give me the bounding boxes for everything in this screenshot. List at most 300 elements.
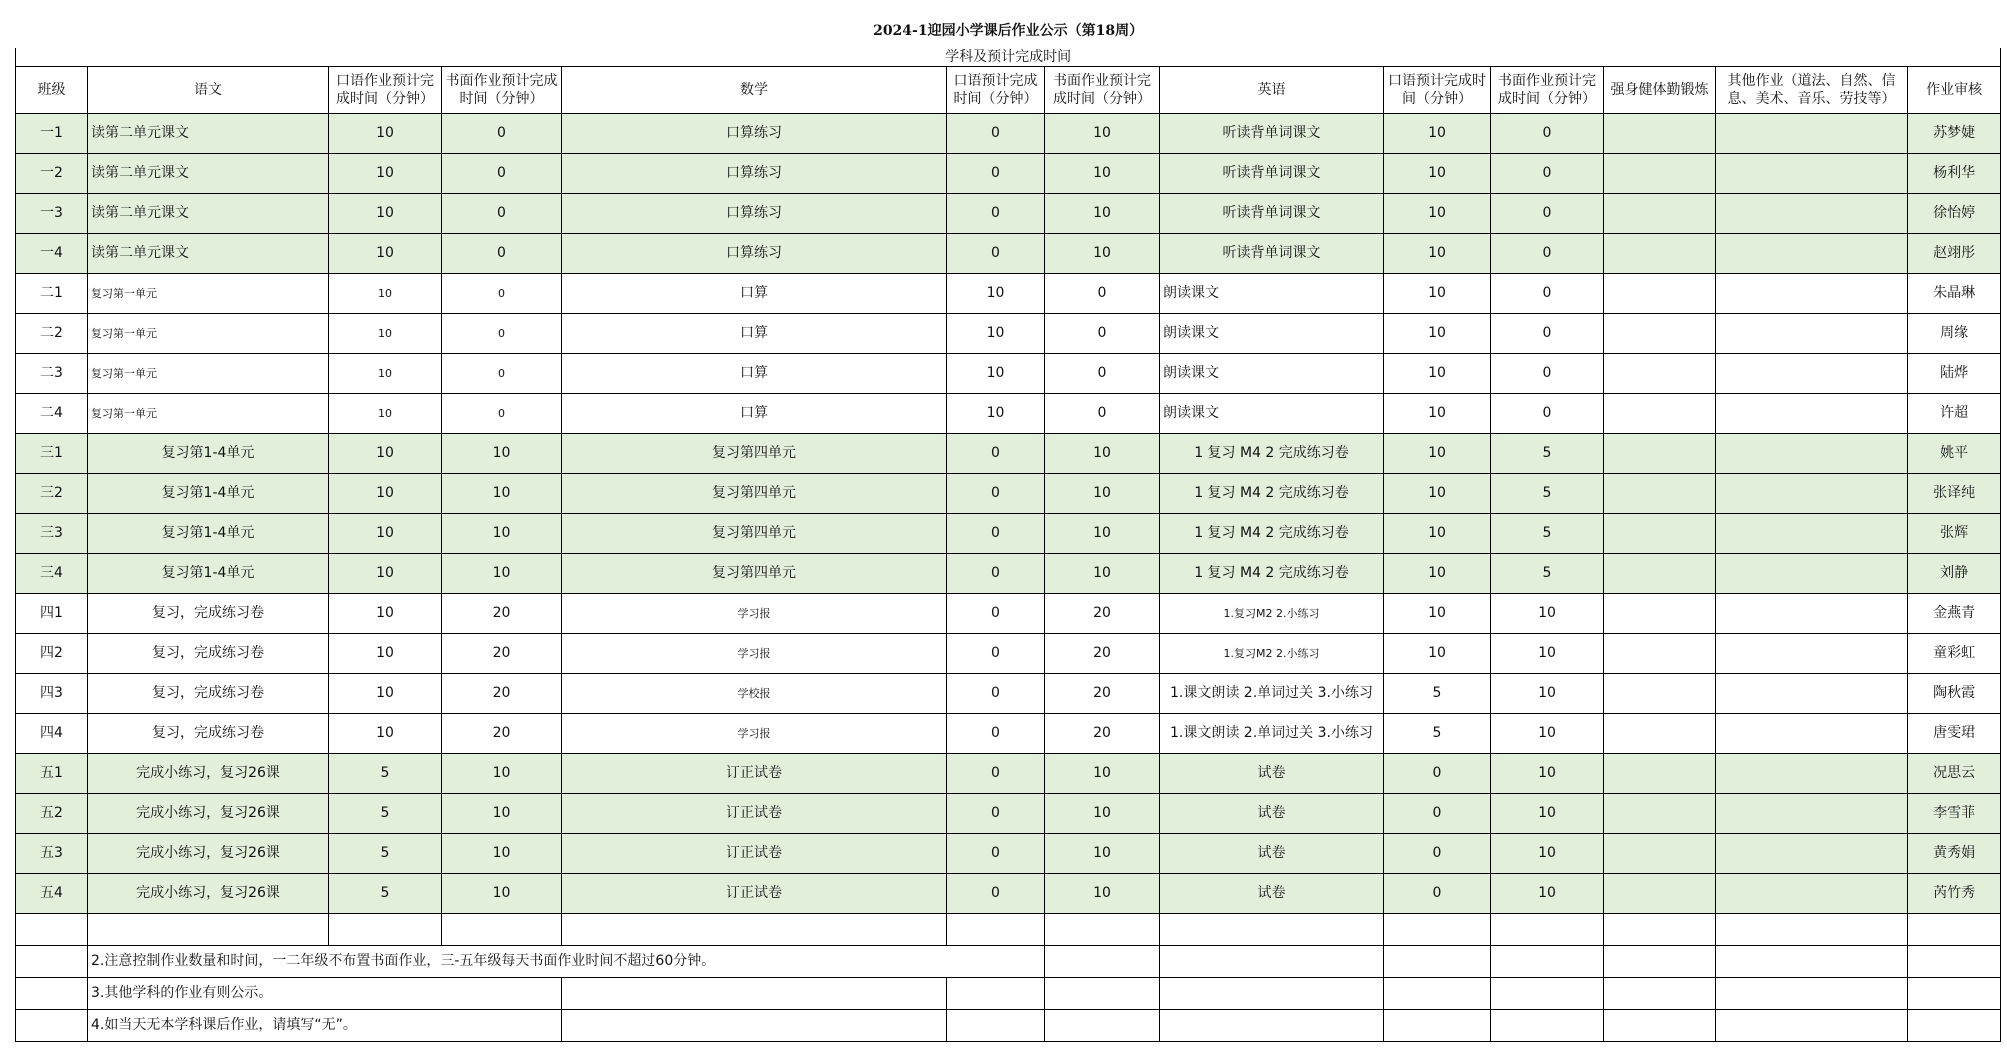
en-written-cell[interactable]: 0 [1491,114,1604,154]
class-cell[interactable]: 五3 [16,834,88,874]
class-cell[interactable]: 五4 [16,874,88,914]
math-written-cell[interactable]: 0 [1045,314,1160,354]
header-reviewer[interactable]: 作业审核 [1908,67,2001,114]
english-cell[interactable]: 试卷 [1160,754,1384,794]
cn-oral-cell[interactable]: 10 [329,474,442,514]
en-oral-cell[interactable]: 10 [1384,234,1491,274]
class-cell[interactable]: 一4 [16,234,88,274]
en-written-cell[interactable]: 0 [1491,274,1604,314]
cn-written-cell[interactable]: 0 [442,274,562,314]
blank-cell[interactable] [1716,914,1908,946]
blank-cell[interactable] [1716,946,1908,978]
blank-cell[interactable] [947,1010,1045,1042]
cn-written-cell[interactable]: 10 [442,754,562,794]
blank-cell[interactable] [1491,1010,1604,1042]
reviewer-cell[interactable]: 陶秋霞 [1908,674,2001,714]
blank-cell[interactable] [1045,1010,1160,1042]
math-cell[interactable]: 口算练习 [562,154,947,194]
reviewer-cell[interactable]: 李雪菲 [1908,794,2001,834]
en-written-cell[interactable]: 10 [1491,874,1604,914]
other-cell[interactable] [1716,554,1908,594]
other-cell[interactable] [1716,714,1908,754]
class-cell[interactable]: 一1 [16,114,88,154]
blank-cell[interactable] [947,978,1045,1010]
cn-oral-cell[interactable]: 10 [329,314,442,354]
class-cell[interactable]: 二3 [16,354,88,394]
other-cell[interactable] [1716,514,1908,554]
cn-oral-cell[interactable]: 10 [329,634,442,674]
english-cell[interactable]: 听读背单词课文 [1160,194,1384,234]
en-written-cell[interactable]: 5 [1491,434,1604,474]
math-cell[interactable]: 复习第四单元 [562,474,947,514]
blank-cell[interactable] [1160,1010,1384,1042]
cn-written-cell[interactable]: 20 [442,634,562,674]
other-cell[interactable] [1716,634,1908,674]
cn-written-cell[interactable]: 10 [442,434,562,474]
cn-oral-cell[interactable]: 5 [329,874,442,914]
en-written-cell[interactable]: 0 [1491,234,1604,274]
math-oral-cell[interactable]: 0 [947,514,1045,554]
en-written-cell[interactable]: 10 [1491,594,1604,634]
en-oral-cell[interactable]: 10 [1384,194,1491,234]
math-oral-cell[interactable]: 0 [947,634,1045,674]
pe-cell[interactable] [1604,874,1716,914]
chinese-cell[interactable]: 复习第一单元 [88,394,329,434]
en-oral-cell[interactable]: 0 [1384,874,1491,914]
header-math[interactable]: 数学 [562,67,947,114]
pe-cell[interactable] [1604,834,1716,874]
header-math-written[interactable]: 书面作业预计完成时间（分钟） [1045,67,1160,114]
pe-cell[interactable] [1604,194,1716,234]
blank-cell[interactable] [1716,978,1908,1010]
en-oral-cell[interactable]: 10 [1384,354,1491,394]
cn-oral-cell[interactable]: 10 [329,594,442,634]
cn-oral-cell[interactable]: 10 [329,154,442,194]
english-cell[interactable]: 1 复习 M4 2 完成练习卷 [1160,514,1384,554]
en-written-cell[interactable]: 0 [1491,194,1604,234]
other-cell[interactable] [1716,314,1908,354]
pe-cell[interactable] [1604,274,1716,314]
math-written-cell[interactable]: 10 [1045,474,1160,514]
math-oral-cell[interactable]: 0 [947,194,1045,234]
chinese-cell[interactable]: 复习第1-4单元 [88,514,329,554]
en-oral-cell[interactable]: 5 [1384,674,1491,714]
pe-cell[interactable] [1604,154,1716,194]
math-cell[interactable]: 口算练习 [562,194,947,234]
math-cell[interactable]: 订正试卷 [562,754,947,794]
blank-cell[interactable] [1908,946,2001,978]
reviewer-cell[interactable]: 况思云 [1908,754,2001,794]
pe-cell[interactable] [1604,554,1716,594]
en-written-cell[interactable]: 10 [1491,714,1604,754]
en-written-cell[interactable]: 5 [1491,514,1604,554]
math-cell[interactable]: 学习报 [562,594,947,634]
cn-oral-cell[interactable]: 10 [329,234,442,274]
class-cell[interactable]: 三1 [16,434,88,474]
class-cell[interactable]: 二2 [16,314,88,354]
pe-cell[interactable] [1604,114,1716,154]
header-class[interactable]: 班级 [16,67,88,114]
cn-oral-cell[interactable]: 10 [329,274,442,314]
math-oral-cell[interactable]: 0 [947,434,1045,474]
other-cell[interactable] [1716,234,1908,274]
other-cell[interactable] [1716,394,1908,434]
en-oral-cell[interactable]: 10 [1384,394,1491,434]
pe-cell[interactable] [1604,514,1716,554]
english-cell[interactable]: 1.课文朗读 2.单词过关 3.小练习 [1160,714,1384,754]
cn-oral-cell[interactable]: 10 [329,434,442,474]
math-oral-cell[interactable]: 0 [947,794,1045,834]
math-oral-cell[interactable]: 0 [947,754,1045,794]
cn-written-cell[interactable]: 0 [442,354,562,394]
english-cell[interactable]: 听读背单词课文 [1160,154,1384,194]
math-oral-cell[interactable]: 0 [947,154,1045,194]
header-cn-oral[interactable]: 口语作业预计完成时间（分钟） [329,67,442,114]
reviewer-cell[interactable]: 徐怡婷 [1908,194,2001,234]
blank-cell[interactable] [1604,946,1716,978]
math-cell[interactable]: 订正试卷 [562,794,947,834]
math-cell[interactable]: 口算 [562,314,947,354]
chinese-cell[interactable]: 复习第一单元 [88,354,329,394]
cn-oral-cell[interactable]: 10 [329,394,442,434]
chinese-cell[interactable]: 完成小练习，复习26课 [88,794,329,834]
chinese-cell[interactable]: 复习，完成练习卷 [88,674,329,714]
math-written-cell[interactable]: 10 [1045,434,1160,474]
class-cell[interactable]: 三2 [16,474,88,514]
chinese-cell[interactable]: 复习，完成练习卷 [88,714,329,754]
math-cell[interactable]: 复习第四单元 [562,514,947,554]
other-cell[interactable] [1716,114,1908,154]
en-written-cell[interactable]: 10 [1491,634,1604,674]
blank-cell[interactable] [562,1010,947,1042]
math-oral-cell[interactable]: 0 [947,474,1045,514]
cn-written-cell[interactable]: 0 [442,114,562,154]
en-written-cell[interactable]: 5 [1491,474,1604,514]
blank-cell[interactable] [1045,914,1160,946]
reviewer-cell[interactable]: 童彩虹 [1908,634,2001,674]
math-written-cell[interactable]: 10 [1045,834,1160,874]
math-written-cell[interactable]: 10 [1045,234,1160,274]
en-written-cell[interactable]: 10 [1491,794,1604,834]
blank-cell[interactable] [1160,946,1384,978]
blank-cell[interactable] [1384,946,1491,978]
en-oral-cell[interactable]: 10 [1384,634,1491,674]
pe-cell[interactable] [1604,674,1716,714]
blank-cell[interactable] [947,914,1045,946]
en-oral-cell[interactable]: 10 [1384,314,1491,354]
cn-oral-cell[interactable]: 10 [329,554,442,594]
chinese-cell[interactable]: 读第二单元课文 [88,234,329,274]
class-cell[interactable]: 二1 [16,274,88,314]
other-cell[interactable] [1716,274,1908,314]
cn-oral-cell[interactable]: 10 [329,194,442,234]
math-oral-cell[interactable]: 0 [947,594,1045,634]
math-written-cell[interactable]: 10 [1045,874,1160,914]
reviewer-cell[interactable]: 周缘 [1908,314,2001,354]
blank-cell[interactable] [329,914,442,946]
blank-cell[interactable] [1908,914,2001,946]
header-math-oral[interactable]: 口语预计完成时间（分钟） [947,67,1045,114]
math-cell[interactable]: 学习报 [562,714,947,754]
blank-cell[interactable] [1045,978,1160,1010]
cn-written-cell[interactable]: 0 [442,314,562,354]
header-en-oral[interactable]: 口语预计完成时间（分钟） [1384,67,1491,114]
math-written-cell[interactable]: 20 [1045,634,1160,674]
en-oral-cell[interactable]: 0 [1384,794,1491,834]
blank-cell[interactable] [1384,914,1491,946]
reviewer-cell[interactable]: 张译纯 [1908,474,2001,514]
pe-cell[interactable] [1604,714,1716,754]
en-oral-cell[interactable]: 10 [1384,114,1491,154]
pe-cell[interactable] [1604,634,1716,674]
blank-cell[interactable] [562,914,947,946]
math-cell[interactable]: 口算 [562,394,947,434]
reviewer-cell[interactable]: 许超 [1908,394,2001,434]
pe-cell[interactable] [1604,754,1716,794]
english-cell[interactable]: 1.课文朗读 2.单词过关 3.小练习 [1160,674,1384,714]
blank-cell[interactable] [442,914,562,946]
cn-oral-cell[interactable]: 5 [329,754,442,794]
blank-cell[interactable] [1908,978,2001,1010]
math-cell[interactable]: 口算 [562,274,947,314]
math-written-cell[interactable]: 20 [1045,714,1160,754]
reviewer-cell[interactable]: 朱晶琳 [1908,274,2001,314]
cn-oral-cell[interactable]: 10 [329,114,442,154]
cn-written-cell[interactable]: 0 [442,234,562,274]
math-cell[interactable]: 口算练习 [562,234,947,274]
chinese-cell[interactable]: 复习第一单元 [88,274,329,314]
class-cell[interactable]: 五2 [16,794,88,834]
math-written-cell[interactable]: 10 [1045,794,1160,834]
blank-cell[interactable] [1045,946,1160,978]
en-oral-cell[interactable]: 10 [1384,154,1491,194]
cn-written-cell[interactable]: 20 [442,714,562,754]
chinese-cell[interactable]: 复习，完成练习卷 [88,594,329,634]
cn-oral-cell[interactable]: 10 [329,674,442,714]
pe-cell[interactable] [1604,314,1716,354]
chinese-cell[interactable]: 读第二单元课文 [88,194,329,234]
header-en-written[interactable]: 书面作业预计完成时间（分钟） [1491,67,1604,114]
chinese-cell[interactable]: 复习第1-4单元 [88,554,329,594]
math-oral-cell[interactable]: 0 [947,554,1045,594]
cn-oral-cell[interactable]: 5 [329,794,442,834]
en-oral-cell[interactable]: 0 [1384,754,1491,794]
en-oral-cell[interactable]: 0 [1384,834,1491,874]
math-written-cell[interactable]: 0 [1045,394,1160,434]
other-cell[interactable] [1716,674,1908,714]
reviewer-cell[interactable]: 赵翊彤 [1908,234,2001,274]
blank-cell[interactable] [1716,1010,1908,1042]
reviewer-cell[interactable]: 黄秀娟 [1908,834,2001,874]
reviewer-cell[interactable]: 张辉 [1908,514,2001,554]
math-written-cell[interactable]: 10 [1045,154,1160,194]
other-cell[interactable] [1716,754,1908,794]
class-cell[interactable]: 五1 [16,754,88,794]
en-oral-cell[interactable]: 10 [1384,434,1491,474]
header-other[interactable]: 其他作业（道法、自然、信息、美术、音乐、劳技等） [1716,67,1908,114]
en-oral-cell[interactable]: 10 [1384,274,1491,314]
chinese-cell[interactable]: 复习，完成练习卷 [88,634,329,674]
cn-written-cell[interactable]: 10 [442,794,562,834]
math-written-cell[interactable]: 0 [1045,274,1160,314]
cn-written-cell[interactable]: 0 [442,394,562,434]
math-cell[interactable]: 学校报 [562,674,947,714]
reviewer-cell[interactable]: 刘静 [1908,554,2001,594]
other-cell[interactable] [1716,194,1908,234]
cn-oral-cell[interactable]: 10 [329,514,442,554]
math-oral-cell[interactable]: 0 [947,714,1045,754]
english-cell[interactable]: 朗读课文 [1160,274,1384,314]
en-written-cell[interactable]: 0 [1491,394,1604,434]
chinese-cell[interactable]: 完成小练习，复习26课 [88,834,329,874]
blank-cell[interactable] [88,914,329,946]
math-written-cell[interactable]: 10 [1045,514,1160,554]
class-cell[interactable]: 四2 [16,634,88,674]
blank-cell[interactable] [1604,1010,1716,1042]
pe-cell[interactable] [1604,474,1716,514]
pe-cell[interactable] [1604,434,1716,474]
math-oral-cell[interactable]: 0 [947,114,1045,154]
cn-oral-cell[interactable]: 10 [329,714,442,754]
math-cell[interactable]: 口算 [562,354,947,394]
other-cell[interactable] [1716,154,1908,194]
english-cell[interactable]: 1 复习 M4 2 完成练习卷 [1160,474,1384,514]
english-cell[interactable]: 朗读课文 [1160,354,1384,394]
en-written-cell[interactable]: 5 [1491,554,1604,594]
math-written-cell[interactable]: 20 [1045,674,1160,714]
english-cell[interactable]: 朗读课文 [1160,314,1384,354]
english-cell[interactable]: 听读背单词课文 [1160,114,1384,154]
chinese-cell[interactable]: 复习第1-4单元 [88,474,329,514]
blank-cell[interactable] [1384,1010,1491,1042]
class-cell[interactable]: 四1 [16,594,88,634]
reviewer-cell[interactable]: 金燕青 [1908,594,2001,634]
blank-cell[interactable] [1160,978,1384,1010]
reviewer-cell[interactable]: 陆烨 [1908,354,2001,394]
english-cell[interactable]: 试卷 [1160,794,1384,834]
english-cell[interactable]: 试卷 [1160,834,1384,874]
reviewer-cell[interactable]: 杨利华 [1908,154,2001,194]
chinese-cell[interactable]: 读第二单元课文 [88,114,329,154]
class-cell[interactable]: 四3 [16,674,88,714]
cn-written-cell[interactable]: 0 [442,194,562,234]
en-oral-cell[interactable]: 5 [1384,714,1491,754]
class-cell[interactable]: 三3 [16,514,88,554]
math-written-cell[interactable]: 10 [1045,754,1160,794]
chinese-cell[interactable]: 复习第1-4单元 [88,434,329,474]
math-oral-cell[interactable]: 10 [947,354,1045,394]
math-cell[interactable]: 复习第四单元 [562,554,947,594]
blank-cell[interactable] [1491,946,1604,978]
reviewer-cell[interactable]: 唐雯珺 [1908,714,2001,754]
blank-cell[interactable] [1384,978,1491,1010]
math-cell[interactable]: 订正试卷 [562,834,947,874]
header-english[interactable]: 英语 [1160,67,1384,114]
other-cell[interactable] [1716,354,1908,394]
math-oral-cell[interactable]: 0 [947,874,1045,914]
math-written-cell[interactable]: 10 [1045,194,1160,234]
other-cell[interactable] [1716,834,1908,874]
english-cell[interactable]: 听读背单词课文 [1160,234,1384,274]
cn-written-cell[interactable]: 10 [442,834,562,874]
cn-oral-cell[interactable]: 10 [329,354,442,394]
math-written-cell[interactable]: 20 [1045,594,1160,634]
header-pe[interactable]: 强身健体勤锻炼 [1604,67,1716,114]
reviewer-cell[interactable]: 芮竹秀 [1908,874,2001,914]
english-cell[interactable]: 1 复习 M4 2 完成练习卷 [1160,554,1384,594]
cn-oral-cell[interactable]: 5 [329,834,442,874]
reviewer-cell[interactable]: 苏梦婕 [1908,114,2001,154]
en-written-cell[interactable]: 0 [1491,154,1604,194]
en-oral-cell[interactable]: 10 [1384,514,1491,554]
chinese-cell[interactable]: 完成小练习，复习26课 [88,874,329,914]
blank-cell[interactable] [1604,978,1716,1010]
math-oral-cell[interactable]: 10 [947,394,1045,434]
en-written-cell[interactable]: 10 [1491,834,1604,874]
header-chinese[interactable]: 语文 [88,67,329,114]
math-cell[interactable]: 复习第四单元 [562,434,947,474]
class-cell[interactable]: 一3 [16,194,88,234]
class-cell[interactable]: 三4 [16,554,88,594]
other-cell[interactable] [1716,874,1908,914]
blank-cell[interactable] [1160,914,1384,946]
english-cell[interactable]: 1 复习 M4 2 完成练习卷 [1160,434,1384,474]
cn-written-cell[interactable]: 20 [442,594,562,634]
en-oral-cell[interactable]: 10 [1384,474,1491,514]
pe-cell[interactable] [1604,234,1716,274]
other-cell[interactable] [1716,594,1908,634]
math-oral-cell[interactable]: 10 [947,314,1045,354]
math-cell[interactable]: 口算练习 [562,114,947,154]
class-cell[interactable]: 一2 [16,154,88,194]
math-oral-cell[interactable]: 0 [947,674,1045,714]
blank-cell[interactable] [1604,914,1716,946]
class-cell[interactable]: 四4 [16,714,88,754]
en-oral-cell[interactable]: 10 [1384,554,1491,594]
en-written-cell[interactable]: 0 [1491,354,1604,394]
cn-written-cell[interactable]: 10 [442,874,562,914]
chinese-cell[interactable]: 完成小练习，复习26课 [88,754,329,794]
pe-cell[interactable] [1604,394,1716,434]
blank-cell[interactable] [1491,978,1604,1010]
english-cell[interactable]: 朗读课文 [1160,394,1384,434]
cn-written-cell[interactable]: 10 [442,514,562,554]
math-written-cell[interactable]: 10 [1045,114,1160,154]
chinese-cell[interactable]: 复习第一单元 [88,314,329,354]
math-written-cell[interactable]: 10 [1045,554,1160,594]
math-cell[interactable]: 学习报 [562,634,947,674]
english-cell[interactable]: 1.复习M2 2.小练习 [1160,594,1384,634]
math-cell[interactable]: 订正试卷 [562,874,947,914]
class-cell[interactable]: 二4 [16,394,88,434]
cn-written-cell[interactable]: 10 [442,554,562,594]
english-cell[interactable]: 试卷 [1160,874,1384,914]
other-cell[interactable] [1716,434,1908,474]
math-oral-cell[interactable]: 10 [947,274,1045,314]
cn-written-cell[interactable]: 20 [442,674,562,714]
pe-cell[interactable] [1604,794,1716,834]
other-cell[interactable] [1716,794,1908,834]
math-written-cell[interactable]: 0 [1045,354,1160,394]
other-cell[interactable] [1716,474,1908,514]
english-cell[interactable]: 1.复习M2 2.小练习 [1160,634,1384,674]
pe-cell[interactable] [1604,594,1716,634]
en-oral-cell[interactable]: 10 [1384,594,1491,634]
math-oral-cell[interactable]: 0 [947,834,1045,874]
cn-written-cell[interactable]: 10 [442,474,562,514]
blank-cell[interactable] [1908,1010,2001,1042]
cn-written-cell[interactable]: 0 [442,154,562,194]
